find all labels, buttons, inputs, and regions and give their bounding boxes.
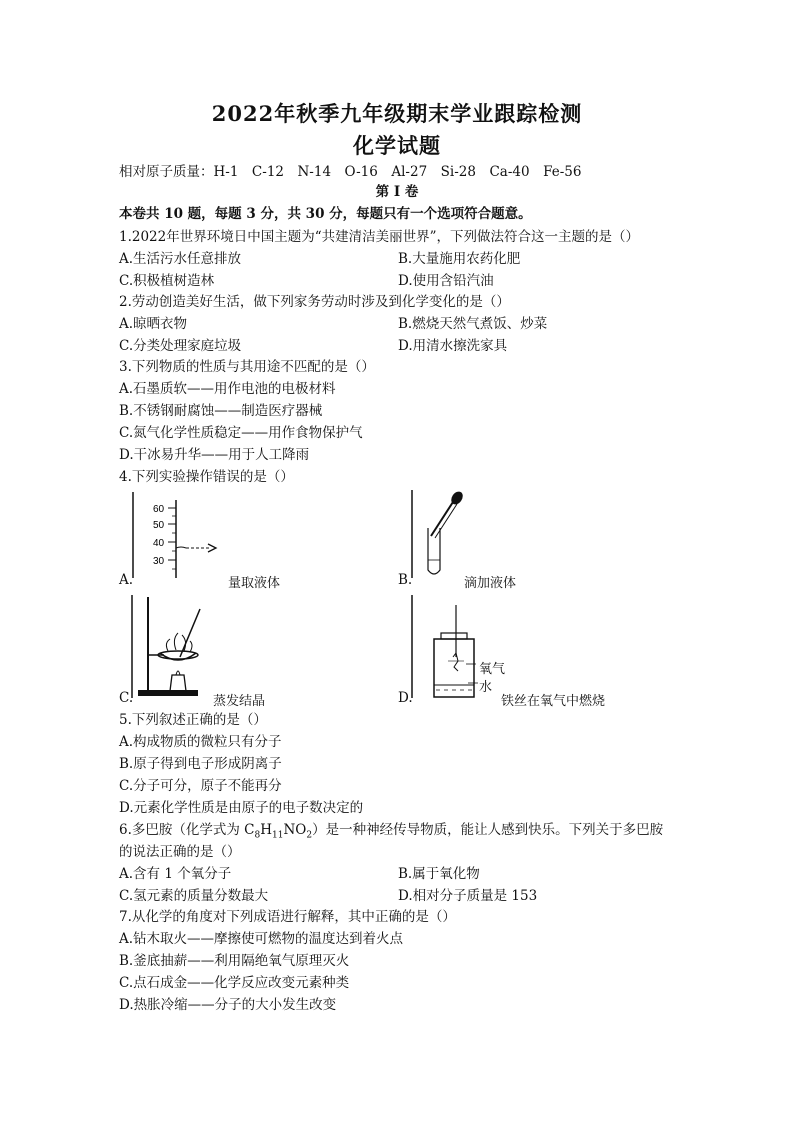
caption-d: 铁丝在氧气中燃烧 xyxy=(501,694,606,709)
q3-stem: 3.下列物质的性质与其用途不匹配的是（） xyxy=(119,359,375,375)
q4-option-b: B. xyxy=(398,572,413,588)
q5-stem: 5.下列叙述正确的是（） xyxy=(119,712,267,728)
q1-option-a: A.生活污水任意排放 xyxy=(119,251,242,267)
q3-option-c: C.氮气化学性质稳定——用作食物保护气 xyxy=(119,425,363,441)
q6-stem-line2: 的说法正确的是（） xyxy=(119,844,241,860)
q4-stem: 4.下列实验操作错误的是（） xyxy=(119,469,294,485)
q4-option-d: D. xyxy=(398,690,413,706)
q3-option-a: A.石墨质软——用作电池的电极材料 xyxy=(119,381,336,397)
tick-40: 40 xyxy=(153,538,165,549)
q7-option-d: D.热胀冷缩——分子的大小发生改变 xyxy=(119,997,337,1013)
q4-option-a: A. xyxy=(119,572,134,588)
tick-50: 50 xyxy=(153,520,165,531)
q2-stem: 2.劳动创造美好生活，做下列家务劳动时涉及到化学变化的是（） xyxy=(119,294,510,310)
instruction: 本卷共 10 题，每题 3 分，共 30 分，每题只有一个选项符合题意。 xyxy=(119,206,532,222)
caption-b: 滴加液体 xyxy=(464,576,517,591)
q7-stem: 7.从化学的角度对下列成语进行解释，其中正确的是（） xyxy=(119,909,456,925)
tick-60: 60 xyxy=(153,504,165,515)
atomic-masses: 相对原子质量：H-1 C-12 N-14 O-16 Al-27 Si-28 Ca-40 Fe-56 xyxy=(119,164,582,180)
q1-option-c: C.积极植树造林 xyxy=(119,273,215,289)
q5-option-b: B.原子得到电子形成阴离子 xyxy=(119,756,282,772)
q2-option-a: A.晾晒衣物 xyxy=(119,316,188,332)
q1-stem: 1.2022年世界环境日中国主题为“共建清洁美丽世界”，下列做法符合这一主题的是（） xyxy=(119,229,640,245)
caption-a: 量取液体 xyxy=(228,576,281,591)
q4-option-c: C. xyxy=(119,690,134,706)
caption-c: 蒸发结晶 xyxy=(213,694,266,709)
q2-option-b: B.燃烧天然气煮饭、炒菜 xyxy=(398,316,548,332)
q7-option-c: C.点石成金——化学反应改变元素种类 xyxy=(119,975,350,991)
label-water: 水 xyxy=(479,680,493,695)
evaporation-figure xyxy=(128,595,218,700)
volume-label: 第 I 卷 xyxy=(375,184,419,200)
q3-option-b: B.不锈钢耐腐蚀——制造医疗器械 xyxy=(119,403,323,419)
q2-option-d: D.用清水擦洗家具 xyxy=(398,338,508,354)
q6-stem: 6.多巴胺（化学式为 $C_8H_{11}NO_2$）是一种神经传导物质，能让人感到快乐。下列关于多巴胺 xyxy=(119,822,664,841)
cylinder-figure xyxy=(128,490,238,580)
q6-option-b: B.属于氧化物 xyxy=(398,866,480,882)
q5-option-c: C.分子可分，原子不能再分 xyxy=(119,778,282,794)
q7-option-b: B.釜底抽薪——利用隔绝氧气原理灭火 xyxy=(119,953,350,969)
q5-option-d: D.元素化学性质是由原子的电子数决定的 xyxy=(119,800,364,816)
q3-option-d: D.干冰易升华——用于人工降雨 xyxy=(119,447,310,463)
q1-option-d: D.使用含铅汽油 xyxy=(398,273,494,289)
q6-option-d: D.相对分子质量是 153 xyxy=(398,888,538,904)
dropper-figure xyxy=(408,488,468,582)
q6-option-c: C.氢元素的质量分数最大 xyxy=(119,888,269,904)
label-oxygen: 氧气 xyxy=(479,662,506,677)
q1-option-b: B.大量施用农药化肥 xyxy=(398,251,521,267)
tick-30: 30 xyxy=(153,556,165,567)
q2-option-c: C.分类处理家庭垃圾 xyxy=(119,338,242,354)
exam-title: 2022年秋季九年级期末学业跟踪检测 xyxy=(211,101,583,126)
q5-option-a: A.构成物质的微粒只有分子 xyxy=(119,734,282,750)
q7-option-a: A.钻木取火——摩擦使可燃物的温度达到着火点 xyxy=(119,931,404,947)
q6-option-a: A.含有 1 个氧分子 xyxy=(119,866,232,882)
exam-subtitle: 化学试题 xyxy=(353,133,441,158)
